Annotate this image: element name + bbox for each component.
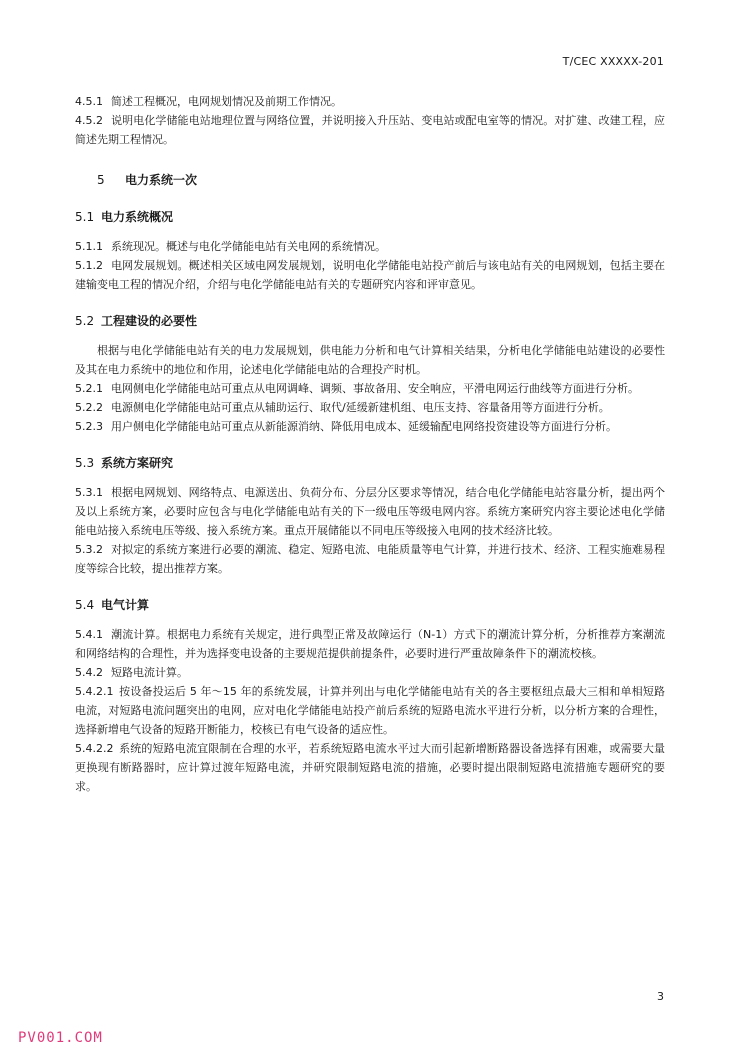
watermark-text: PV001.COM bbox=[18, 1030, 103, 1046]
clause-text: 电网侧电化学储能电站可重点从电网调峰、调频、事故备用、安全响应，平滑电网运行曲线等方面进行分析。 bbox=[111, 382, 639, 395]
clause-5-2-2 bbox=[75, 398, 665, 417]
clause-text: 简述工程概况，电网规划情况及前期工作情况。 bbox=[111, 95, 342, 108]
clause-text: 说明电化学储能电站地理位置与网络位置，并说明接入升压站、变电站或配电室等的情况。对扩建、改建工程，应简述先期工程情况。 bbox=[75, 114, 665, 146]
page-number: 3 bbox=[657, 990, 664, 1003]
chapter-heading-5 bbox=[97, 171, 665, 190]
heading-title: 电力系统一次 bbox=[125, 173, 198, 187]
clause-number: 4.5.2 bbox=[75, 114, 103, 127]
clause-4-5-1 bbox=[75, 92, 665, 111]
clause-number: 5.2.1 bbox=[75, 382, 103, 395]
clause-number: 5.4.2.2 bbox=[75, 742, 114, 755]
heading-title: 工程建设的必要性 bbox=[101, 314, 198, 328]
clause-text: 系统的短路电流宜限制在合理的水平，若系统短路电流水平过大而引起新增断路器设备选择有困难，或需要大量更换现有断路器时，应计算过渡年短路电流，并研究限制短路电流的措施，必要时提出限制短路电流措施专题研究的要求。 bbox=[75, 742, 665, 793]
heading-title: 电力系统概况 bbox=[101, 210, 174, 224]
clause-text: 根据电网规划、网络特点、电源送出、负荷分布、分层分区要求等情况，结合电化学储能电站容量分析，提出两个及以上系统方案，必要时应包含与电化学储能电站有关的下一级电压等级电网内容。系统方案研究内容主要论述电化学储能电站接入系统电压等级、接入系统方案。重点开展储能以不同电压等级接入电网的技术经济比较。 bbox=[75, 486, 665, 537]
clause-number: 5.1.2 bbox=[75, 259, 103, 272]
heading-number: 5.3 bbox=[75, 456, 95, 470]
clause-5-3-1 bbox=[75, 483, 665, 540]
clause-5-4-1 bbox=[75, 625, 665, 663]
clause-text: 电源侧电化学储能电站可重点从辅助运行、取代/延缓新建机组、电压支持、容量备用等方面进行分析。 bbox=[111, 401, 610, 414]
heading-number: 5.2 bbox=[75, 314, 95, 328]
clause-5-4-2 bbox=[75, 663, 665, 682]
clause-number: 4.5.1 bbox=[75, 95, 103, 108]
clause-number: 5.3.1 bbox=[75, 486, 103, 499]
clause-5-4-2-1 bbox=[75, 682, 665, 739]
heading-number: 5.4 bbox=[75, 598, 95, 612]
clause-number: 5.2.2 bbox=[75, 401, 103, 414]
section-heading-5-2 bbox=[75, 312, 665, 331]
clause-number: 5.4.2.1 bbox=[75, 685, 114, 698]
clause-5-2-3 bbox=[75, 417, 665, 436]
clause-text: 潮流计算。根据电力系统有关规定，进行典型正常及故障运行（N-1）方式下的潮流计算分析，分析推荐方案潮流和网络结构的合理性，并为选择变电设备的主要规范提供前提条件，必要时进行严重故障条件下的潮流校核。 bbox=[75, 628, 665, 660]
clause-number: 5.4.2 bbox=[75, 666, 103, 679]
heading-number: 5.1 bbox=[75, 210, 95, 224]
heading-title: 系统方案研究 bbox=[101, 456, 174, 470]
clause-text: 电网发展规划。概述相关区域电网发展规划，说明电化学储能电站投产前后与该电站有关的电网规划，包括主要在建输变电工程的情况介绍，介绍与电化学储能电站有关的专题研究内容和评审意见。 bbox=[75, 259, 665, 291]
clause-text: 对拟定的系统方案进行必要的潮流、稳定、短路电流、电能质量等电气计算，并进行技术、经济、工程实施难易程度等综合比较，提出推荐方案。 bbox=[75, 543, 665, 575]
clause-number: 5.2.3 bbox=[75, 420, 103, 433]
clause-5-4-2-2 bbox=[75, 739, 665, 796]
section-heading-5-3 bbox=[75, 454, 665, 473]
clause-5-2-1 bbox=[75, 379, 665, 398]
clause-number: 5.1.1 bbox=[75, 240, 103, 253]
standard-code-header: T/CEC XXXXX-201 bbox=[562, 55, 664, 68]
heading-title: 电气计算 bbox=[101, 598, 150, 612]
clause-number: 5.4.1 bbox=[75, 628, 103, 641]
section-heading-5-4 bbox=[75, 596, 665, 615]
clause-5-1-2 bbox=[75, 256, 665, 294]
section-heading-5-1 bbox=[75, 208, 665, 227]
clause-4-5-2 bbox=[75, 111, 665, 149]
clause-number: 5.3.2 bbox=[75, 543, 103, 556]
clause-text: 按设备投运后 5 年～15 年的系统发展，计算并列出与电化学储能电站有关的各主要枢纽点最大三相和单相短路电流，对短路电流问题突出的电网，应对电化学储能电站投产前后系统的短路电流水平进行分析，以分析方案的合理性，选择新增电气设备的短路开断能力，校核已有电气设备的适应性。 bbox=[75, 685, 665, 736]
document-body bbox=[75, 92, 665, 796]
clause-5-1-1 bbox=[75, 237, 665, 256]
clause-text: 系统现况。概述与电化学储能电站有关电网的系统情况。 bbox=[111, 240, 386, 253]
heading-number: 5 bbox=[97, 173, 105, 187]
clause-text: 用户侧电化学储能电站可重点从新能源消纳、降低用电成本、延缓输配电网络投资建设等方面进行分析。 bbox=[111, 420, 617, 433]
clause-5-3-2 bbox=[75, 540, 665, 578]
paragraph-5-2: 根据与电化学储能电站有关的电力发展规划，供电能力分析和电气计算相关结果，分析电化学储能电站建设的必要性及其在电力系统中的地位和作用，论述电化学储能电站的合理投产时机。 bbox=[75, 344, 665, 376]
clause-text: 短路电流计算。 bbox=[111, 666, 188, 679]
